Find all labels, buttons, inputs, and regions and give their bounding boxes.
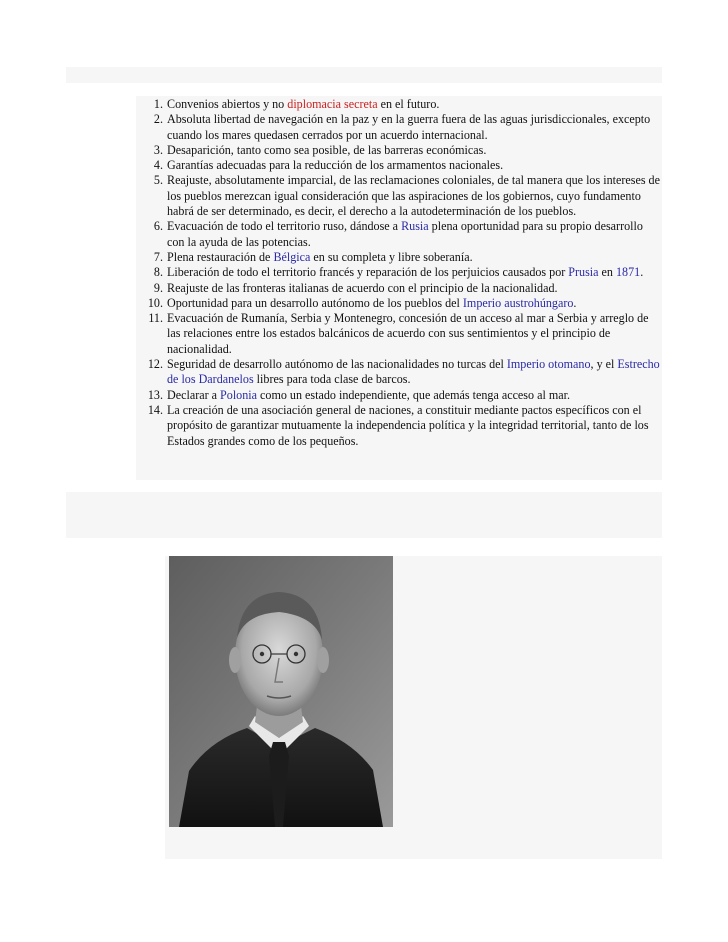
point-text: Garantías adecuadas para la reducción de los armamentos nacionales. xyxy=(167,158,504,173)
point-number: 9. xyxy=(153,280,163,295)
point-text: Absoluta libertad de navegación en la paz y en la guerra fuera de las aguas jurisdiccionales, excepto cuando los mares quedasen cerrados por un acuerdo internacional. xyxy=(167,112,651,142)
point-text: Evacuación de Rumanía, Serbia y Montenegro, concesión de un acceso al mar a Serbia y arreglo de las relaciones entre los estados balcánicos de acuerdo con sus sentimientos y el principio de nacionalidad. xyxy=(167,311,649,356)
point-number: 12. xyxy=(147,357,163,372)
portrait-photo xyxy=(169,556,393,827)
point-item xyxy=(136,388,662,403)
point-item xyxy=(136,281,662,296)
point-link[interactable]: Estrecho de los Dardanelos xyxy=(167,357,660,387)
point-number: 7. xyxy=(153,249,163,264)
point-number: 4. xyxy=(153,158,163,173)
point-link[interactable]: Bélgica xyxy=(273,249,311,264)
point-number: 3. xyxy=(153,142,163,157)
point-text: en xyxy=(598,265,616,280)
point-item xyxy=(136,158,662,173)
point-item xyxy=(136,311,662,357)
point-text: Plena restauración de xyxy=(167,249,274,264)
point-item xyxy=(136,173,662,219)
point-text: Reajuste, absolutamente imparcial, de las reclamaciones coloniales, de tal manera que los intereses de los pueblos merezcan igual consideración que las aspiraciones de los gobiernos, cuyo fundamento habrá de ser determinado, es decir, el derecho a la autodeterminación de los pueblos. xyxy=(167,173,660,219)
point-text: Seguridad de desarrollo autónomo de las nacionalidades no turcas del xyxy=(167,357,507,372)
point-number: 11. xyxy=(148,311,163,326)
point-link[interactable]: diplomacia secreta xyxy=(287,97,378,111)
point-text: . xyxy=(573,295,577,310)
point-item xyxy=(136,112,662,143)
point-text: Liberación de todo el territorio francés y reparación de los perjuicios causados por xyxy=(167,265,569,280)
point-item xyxy=(136,143,662,158)
point-number: 13. xyxy=(147,387,163,402)
point-text: La creación de una asociación general de naciones, a constituir mediante pactos específicos con el propósito de garantizar mutuamente la independencia política y la integridad territorial, tanto de los Estados grandes como de los pequeños. xyxy=(167,402,649,448)
point-text: Reajuste de las fronteras italianas de acuerdo con el principio de la nacionalidad. xyxy=(167,280,558,295)
point-item xyxy=(136,357,662,388)
point-item xyxy=(136,250,662,265)
point-text: libres para toda clase de barcos. xyxy=(253,372,411,387)
middle-spacer-band xyxy=(66,492,662,538)
point-link[interactable]: 1871 xyxy=(616,265,641,280)
point-link[interactable]: Prusia xyxy=(568,265,599,280)
point-number: 6. xyxy=(153,219,163,234)
point-text: Declarar a xyxy=(167,387,221,402)
point-text: plena oportunidad para su propio desarrollo con la ayuda de las potencias. xyxy=(167,219,643,249)
point-link[interactable]: Rusia xyxy=(401,219,429,234)
point-text: Convenios abiertos y no xyxy=(167,97,288,111)
point-text: como un estado independiente, que además tenga acceso al mar. xyxy=(257,387,570,402)
point-item xyxy=(136,296,662,311)
point-text: . xyxy=(640,265,644,280)
point-item xyxy=(136,97,662,112)
point-text: en su completa y libre soberanía. xyxy=(310,249,473,264)
point-number: 8. xyxy=(153,265,163,280)
point-number: 5. xyxy=(153,173,163,188)
point-number: 14. xyxy=(147,402,163,417)
point-link[interactable]: Imperio austrohúngaro xyxy=(462,295,574,310)
point-text: , y el xyxy=(590,357,618,372)
point-text: en el futuro. xyxy=(377,97,440,111)
point-number: 1. xyxy=(153,97,163,111)
point-text: Oportunidad para un desarrollo autónomo de los pueblos del xyxy=(167,295,463,310)
point-link[interactable]: Imperio otomano xyxy=(506,357,591,372)
top-spacer-band xyxy=(66,67,662,83)
point-item xyxy=(136,403,662,449)
point-item xyxy=(136,265,662,280)
fourteen-points-list xyxy=(136,97,662,449)
point-link[interactable]: Polonia xyxy=(220,387,258,402)
point-text: Desaparición, tanto como sea posible, de las barreras económicas. xyxy=(167,142,487,157)
point-number: 2. xyxy=(153,112,163,127)
point-text: Evacuación de todo el territorio ruso, dándose a xyxy=(167,219,402,234)
point-number: 10. xyxy=(147,295,163,310)
point-item xyxy=(136,219,662,250)
